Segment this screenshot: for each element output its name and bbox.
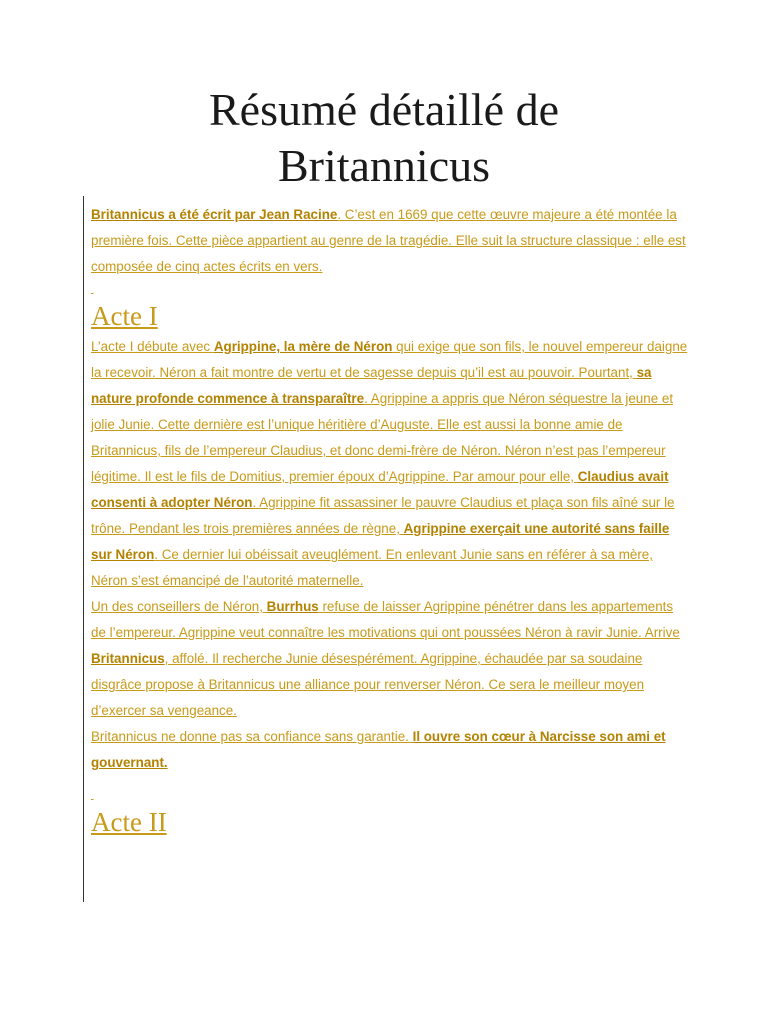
bold-phrase[interactable]: Burrhus: [266, 599, 319, 614]
bold-phrase[interactable]: sa nature profonde commence à transparaître: [91, 365, 652, 406]
bold-phrase[interactable]: Claudius avait consenti à adopter Néron: [91, 469, 669, 510]
acte-2-heading[interactable]: Acte II: [91, 807, 167, 837]
page-title: [0, 82, 768, 194]
text-run[interactable]: qui exige que son fils, le nouvel empereur daigne la recevoir. Néron a fait montre de vertu et de sagesse depuis qu’il est au pouvoir. Pourtant,: [91, 339, 688, 380]
bold-phrase[interactable]: Britannicus: [91, 651, 165, 666]
text-run[interactable]: . Agrippine fit assassiner le pauvre Claudius et plaça son fils aîné sur le trône. Pendant les trois premières années de règne,: [91, 495, 675, 536]
text-run[interactable]: Un des conseillers de Néron,: [91, 599, 267, 614]
bold-phrase[interactable]: Agrippine exerçait une autorité sans faille sur Néron: [91, 521, 670, 562]
acte-1-paragraph-1[interactable]: [91, 334, 691, 594]
text-run[interactable]: , affolé. Il recherche Junie désespérément. Agrippine, échaudée par sa soudaine disgrâce propose à Britannicus une alliance pour renverser Néron. Ce sera le meilleur moyen d’exercer sa vengeance.: [91, 651, 645, 718]
bold-phrase[interactable]: Il ouvre son cœur à Narcisse son ami et gouvernant.: [91, 729, 666, 770]
text-run[interactable]: . Agrippine a appris que Néron séquestre la jeune et jolie Junie. Cette dernière est l’unique héritière d’Auguste. Elle est aussi la bonne amie de Britannicus, fils de l’empereur Claudius, et donc demi-frère de Néron. Néron n’est pas l’empereur légitime. Il est le fils de Domitius, premier époux d’Agrippine. Par amour pour elle,: [91, 391, 674, 484]
text-run[interactable]: Britannicus ne donne pas sa confiance sans garantie.: [91, 729, 413, 744]
left-margin-rule: [83, 196, 84, 902]
text-run[interactable]: L’acte I débute avec: [91, 339, 214, 354]
spacer-link: [91, 786, 691, 804]
text-run[interactable]: refuse de laisser Agrippine pénétrer dans les appartements de l’empereur. Agrippine veut connaître les motivations qui ont poussées Néron à ravir Junie. Arrive: [91, 599, 680, 640]
intro-paragraph[interactable]: [91, 202, 691, 280]
acte-1-paragraph-2[interactable]: [91, 594, 691, 724]
document-body: [91, 202, 691, 840]
bold-phrase[interactable]: Agrippine, la mère de Néron: [213, 339, 393, 354]
acte-1-heading[interactable]: Acte I: [91, 301, 158, 331]
acte-1-paragraph-3[interactable]: [91, 724, 691, 776]
text-run[interactable]: . Ce dernier lui obéissait aveuglément. En enlevant Junie sans en référer à sa mère, Néron s’est émancipé de l’autorité maternelle.: [91, 547, 653, 588]
title-line-2: Britannicus: [277, 140, 491, 191]
title-line-1: Résumé détaillé de: [209, 84, 559, 135]
bold-phrase[interactable]: Britannicus a été écrit par Jean Racine: [91, 207, 338, 222]
spacer-link: [91, 280, 691, 298]
text-run[interactable]: . C’est en 1669 que cette œuvre majeure a été montée la première fois. Cette pièce appartient au genre de la tragédie. Elle suit la structure classique : elle est composée de cinq actes écrits en vers.: [91, 207, 686, 274]
